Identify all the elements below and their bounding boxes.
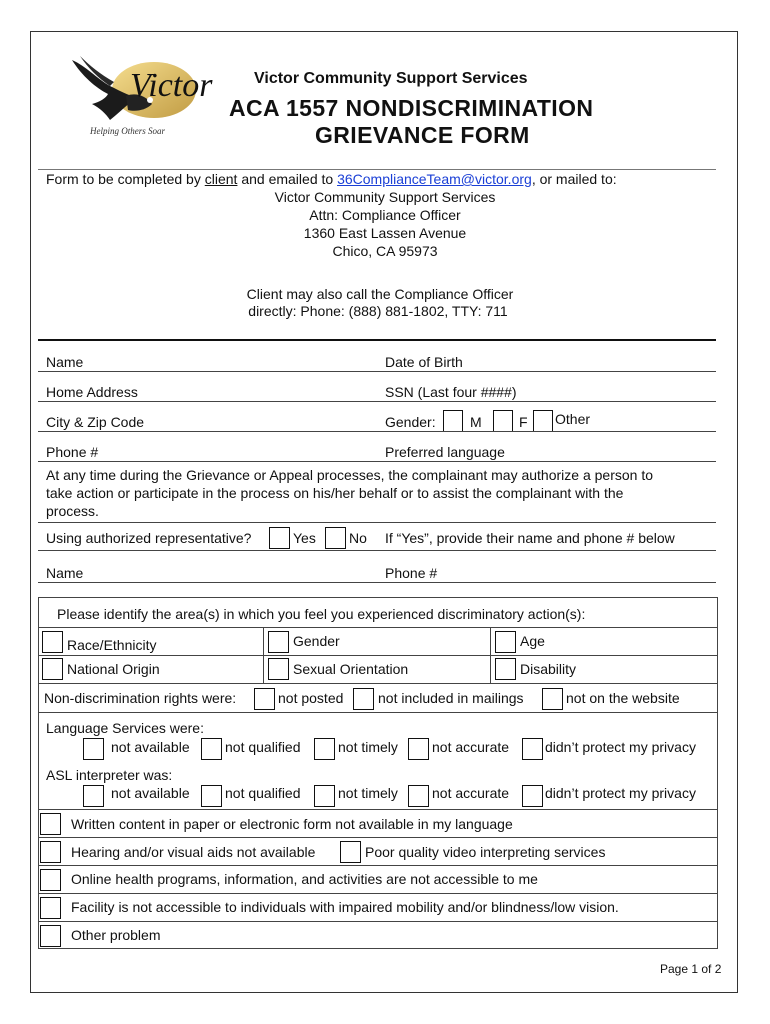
gender-f-label: F — [519, 414, 528, 430]
rep-name-label: Name — [46, 565, 84, 581]
hearing-aids-divider — [38, 865, 718, 866]
intro-line — [46, 171, 617, 187]
online-programs-label: Online health programs, information, and activities are not accessible to me — [71, 871, 538, 887]
rep-yes-checkbox[interactable] — [269, 527, 290, 549]
call-line-2: directly: Phone: (888) 881-1802, TTY: 711 — [248, 303, 508, 319]
not-on-website-label: not on the website — [566, 690, 680, 706]
not-in-mailings-label: not included in mailings — [378, 690, 524, 706]
lang-privacy-label: didn’t protect my privacy — [545, 739, 696, 755]
asl-divider — [38, 809, 718, 810]
city-gender-line[interactable] — [38, 431, 716, 432]
areas-prompt: Please identify the area(s) in which you feel you experienced discriminatory action(s): — [57, 606, 586, 622]
header-divider — [38, 169, 716, 170]
authorization-text-1: At any time during the Grievance or Appeal processes, the complainant may authorize a person to — [46, 467, 654, 483]
home-address-label: Home Address — [46, 384, 138, 400]
not-posted-label: not posted — [278, 690, 344, 706]
lang-not-timely-checkbox[interactable] — [314, 738, 335, 760]
areas-row-1-divider — [38, 655, 718, 656]
preferred-language-label: Preferred language — [385, 444, 505, 460]
not-in-mailings-checkbox[interactable] — [353, 688, 374, 710]
gender-f-checkbox[interactable] — [493, 410, 513, 432]
asl-not-timely-label: not timely — [338, 785, 398, 801]
written-content-label: Written content in paper or electronic form not available in my language — [71, 816, 513, 832]
sexual-orientation-label: Sexual Orientation — [293, 661, 409, 677]
logo-tagline: Helping Others Soar — [90, 126, 165, 136]
intro-suffix: , or mailed to: — [531, 171, 617, 187]
national-origin-label: National Origin — [67, 661, 160, 677]
phone-language-line[interactable] — [38, 461, 716, 462]
lang-not-accurate-checkbox[interactable] — [408, 738, 429, 760]
authorized-rep-question: Using authorized representative? — [46, 530, 252, 546]
rep-no-checkbox[interactable] — [325, 527, 346, 549]
org-name: Victor Community Support Services — [254, 70, 528, 87]
city-zip-label: City & Zip Code — [46, 414, 145, 430]
intro-client: client — [204, 171, 238, 187]
other-problem-checkbox[interactable] — [40, 925, 61, 947]
intro-middle: and emailed to — [237, 171, 338, 187]
authorization-text-3: process. — [46, 503, 99, 519]
asl-not-available-checkbox[interactable] — [83, 785, 104, 807]
rep-no-label: No — [349, 530, 367, 546]
dob-label: Date of Birth — [385, 354, 463, 370]
asl-not-qualified-label: not qualified — [225, 785, 301, 801]
asl-not-timely-checkbox[interactable] — [314, 785, 335, 807]
written-content-checkbox[interactable] — [40, 813, 61, 835]
rep-name-phone-line[interactable] — [38, 582, 716, 583]
language-services-label: Language Services were: — [46, 720, 204, 736]
online-programs-divider — [38, 893, 718, 894]
intro-prefix: Form to be completed by — [46, 171, 205, 187]
lang-not-qualified-checkbox[interactable] — [201, 738, 222, 760]
disability-checkbox[interactable] — [495, 658, 516, 680]
written-content-divider — [38, 837, 718, 838]
call-line-1: Client may also call the Compliance Officer — [246, 286, 514, 302]
section-divider — [38, 339, 716, 341]
hearing-aids-checkbox[interactable] — [40, 841, 61, 863]
page-number: Page 1 of 2 — [660, 962, 722, 976]
rights-divider — [38, 712, 718, 713]
not-posted-checkbox[interactable] — [254, 688, 275, 710]
rep-phone-label: Phone # — [385, 565, 438, 581]
disability-label: Disability — [520, 661, 577, 677]
address-line-1: Victor Community Support Services — [274, 189, 496, 205]
name-label: Name — [46, 354, 84, 370]
other-problem-label: Other problem — [71, 927, 161, 943]
compliance-email-link[interactable]: 36ComplianceTeam@victor.org — [337, 171, 532, 187]
age-label: Age — [520, 633, 545, 649]
areas-row-2-divider — [38, 683, 718, 684]
rep-yes-label: Yes — [293, 530, 316, 546]
if-yes-instruction: If “Yes”, provide their name and phone # below — [385, 530, 675, 546]
authorization-divider — [38, 522, 716, 523]
asl-interpreter-label: ASL interpreter was: — [46, 767, 173, 783]
form-title-line2: GRIEVANCE FORM — [315, 122, 530, 148]
name-dob-line[interactable] — [38, 371, 716, 372]
address-ssn-line[interactable] — [38, 401, 716, 402]
gender-other-checkbox[interactable] — [533, 410, 553, 432]
poor-video-label: Poor quality video interpreting services — [365, 844, 606, 860]
rep-question-line — [38, 550, 716, 551]
asl-not-available-label: not available — [111, 785, 190, 801]
poor-video-checkbox[interactable] — [340, 841, 361, 863]
online-programs-checkbox[interactable] — [40, 869, 61, 891]
race-ethnicity-checkbox[interactable] — [42, 631, 63, 653]
authorization-text-2: take action or participate in the process on his/her behalf or to assist the complainant with the — [46, 485, 624, 501]
facility-divider — [38, 921, 718, 922]
sexual-orientation-checkbox[interactable] — [268, 658, 289, 680]
form-title-line1: ACA 1557 NONDISCRIMINATION — [229, 95, 594, 121]
logo-wordmark: Victor — [130, 67, 213, 104]
lang-not-available-checkbox[interactable] — [83, 738, 104, 760]
victor-logo — [66, 52, 213, 142]
asl-privacy-label: didn’t protect my privacy — [545, 785, 696, 801]
ssn-label: SSN (Last four ####) — [385, 384, 517, 400]
asl-not-accurate-label: not accurate — [432, 785, 510, 801]
asl-not-accurate-checkbox[interactable] — [408, 785, 429, 807]
gender-label: Gender: — [385, 414, 436, 430]
address-line-3: 1360 East Lassen Avenue — [303, 225, 467, 241]
age-checkbox[interactable] — [495, 631, 516, 653]
address-line-2: Attn: Compliance Officer — [309, 207, 461, 223]
lang-not-available-label: not available — [111, 739, 190, 755]
facility-label: Facility is not accessible to individuals with impaired mobility and/or blindness/low vision. — [71, 899, 619, 915]
rights-label: Non-discrimination rights were: — [44, 690, 237, 706]
race-ethnicity-label: Race/Ethnicity — [67, 637, 157, 653]
areas-prompt-divider — [38, 627, 718, 628]
gender-area-checkbox[interactable] — [268, 631, 289, 653]
asl-not-qualified-checkbox[interactable] — [201, 785, 222, 807]
gender-area-label: Gender — [293, 633, 340, 649]
lang-not-accurate-label: not accurate — [432, 739, 510, 755]
gender-m-label: M — [470, 414, 482, 430]
lang-not-qualified-label: not qualified — [225, 739, 301, 755]
lang-privacy-checkbox[interactable] — [522, 738, 543, 760]
not-on-website-checkbox[interactable] — [542, 688, 563, 710]
gender-m-checkbox[interactable] — [443, 410, 463, 432]
gender-other-label: Other — [555, 411, 591, 427]
address-line-4: Chico, CA 95973 — [332, 243, 438, 259]
hearing-aids-label: Hearing and/or visual aids not available — [71, 844, 316, 860]
lang-not-timely-label: not timely — [338, 739, 398, 755]
asl-privacy-checkbox[interactable] — [522, 785, 543, 807]
facility-checkbox[interactable] — [40, 897, 61, 919]
phone-label: Phone # — [46, 444, 99, 460]
national-origin-checkbox[interactable] — [42, 658, 63, 680]
